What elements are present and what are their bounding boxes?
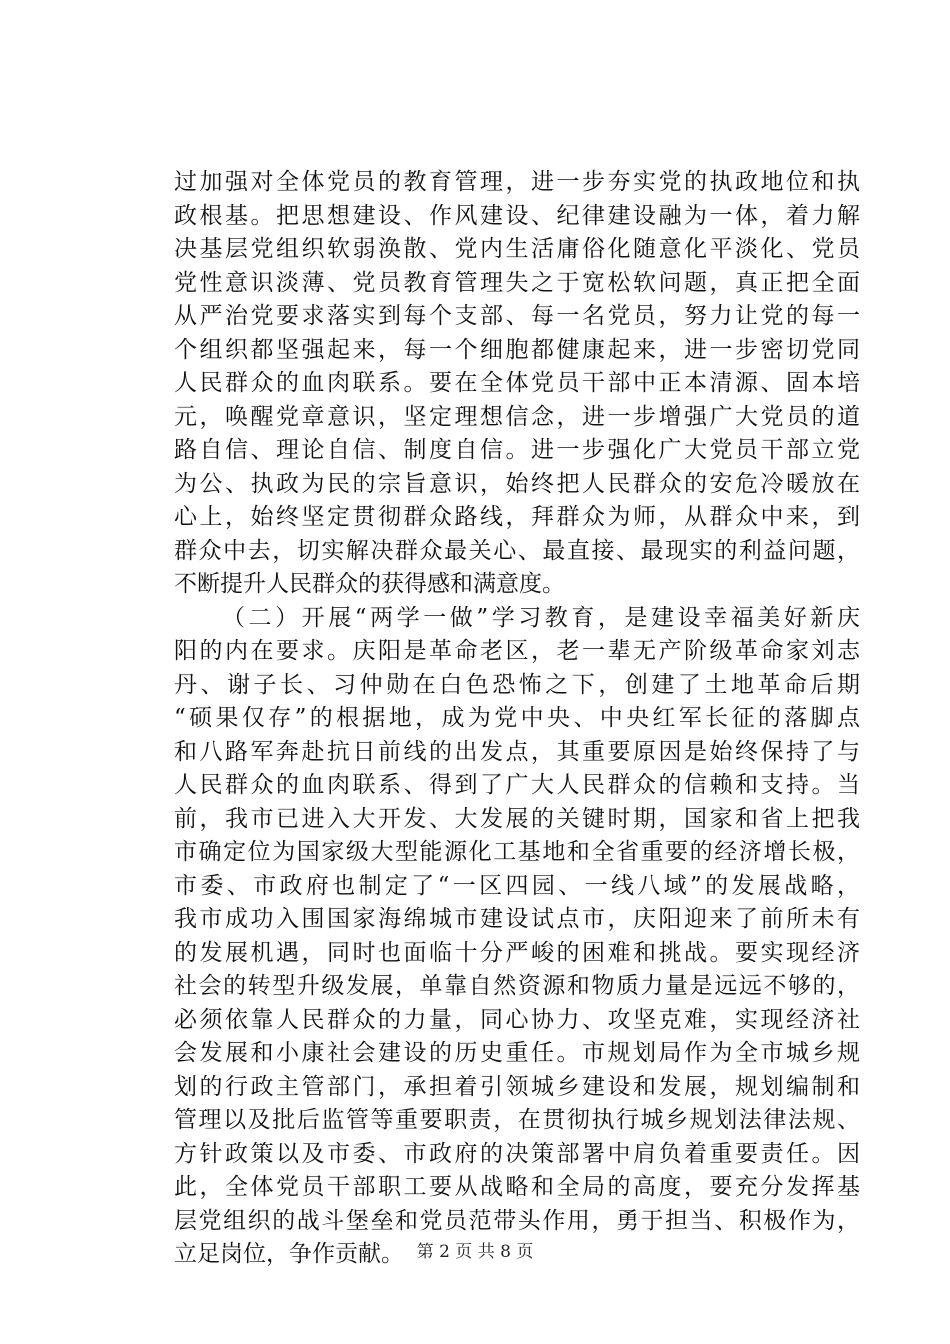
text-line: 丹、谢子长、习仲勋在白色恐怖之下，创建了土地革命后期 xyxy=(174,671,860,698)
text-line: 政根基。把思想建设、作风建设、纪律建设融为一体，着力解 xyxy=(174,202,860,229)
text-line: 从严治党要求落实到每个支部、每一名党员，努力让党的每一 xyxy=(174,303,860,329)
text-line: 划的行政主管部门，承担着引领城乡建设和发展，规划编制和 xyxy=(174,1073,860,1100)
text-line: 管理以及批后监管等重要职责，在贯彻执行城乡规划法律法规、 xyxy=(174,1107,860,1133)
text-line: 层党组织的战斗堡垒和党员范带头作用，勇于担当、积极作为， xyxy=(174,1207,860,1234)
text-line: 会发展和小康社会建设的历史重任。市规划局作为全市城乡规 xyxy=(174,1040,860,1066)
text-line: 个组织都坚强起来，每一个细胞都健康起来，进一步密切党同 xyxy=(174,336,860,363)
text-line: 方针政策以及市委、市政府的决策部署中肩负着重要责任。因 xyxy=(174,1140,860,1167)
text-line: 必须依靠人民群众的力量，同心协力、攻坚克难，实现经济社 xyxy=(174,1006,860,1033)
text-line: （二）开展“两学一做”学习教育，是建设幸福美好新庆 xyxy=(222,604,860,631)
text-line: 立足岗位，争作贡献。 xyxy=(174,1241,404,1267)
paragraph-2 xyxy=(174,602,860,1272)
text-line: 市委、市政府也制定了“一区四园、一线八域”的发展战略， xyxy=(174,872,860,899)
page-number-footer: 第 2 页 共 8 页 xyxy=(416,1242,534,1262)
text-line: 人民群众的血肉联系、得到了广大人民群众的信赖和支持。当 xyxy=(174,772,860,798)
text-line: 此，全体党员干部职工要从战略和全局的高度，要充分发挥基 xyxy=(174,1174,860,1200)
text-line: 和八路军奔赴抗日前线的出发点，其重要原因是始终保持了与 xyxy=(174,738,860,765)
text-line: 路自信、理论自信、制度自信。进一步强化广大党员干部立党 xyxy=(174,437,860,463)
paragraph-1 xyxy=(174,166,860,602)
text-line: 群众中去，切实解决群众最关心、最直接、最现实的利益问题， xyxy=(174,537,860,564)
text-line: 元，唤醒党章意识，坚定理想信念，进一步增强广大党员的道 xyxy=(174,403,860,430)
text-line: 决基层党组织软弱涣散、党内生活庸俗化随意化平淡化、党员 xyxy=(174,236,860,262)
text-line: 过加强对全体党员的教育管理，进一步夯实党的执政地位和执 xyxy=(174,169,860,195)
text-line: 前，我市已进入大开发、大发展的关键时期，国家和省上把我 xyxy=(174,805,860,832)
text-line: 阳的内在要求。庆阳是革命老区，老一辈无产阶级革命家刘志 xyxy=(174,638,860,664)
text-line: 为公、执政为民的宗旨意识，始终把人民群众的安危冷暖放在 xyxy=(174,470,860,497)
text-line: “硕果仅存”的根据地，成为党中央、中央红军长征的落脚点 xyxy=(174,705,860,731)
text-line: 我市成功入围国家海绵城市建设试点市，庆阳迎来了前所未有 xyxy=(174,906,860,932)
text-line: 的发展机遇，同时也面临十分严峻的困难和挑战。要实现经济 xyxy=(174,939,860,966)
text-line: 党性意识淡薄、党员教育管理失之于宽松软问题，真正把全面 xyxy=(174,269,860,296)
text-line: 心上，始终坚定贯彻群众路线，拜群众为师，从群众中来，到 xyxy=(174,504,860,530)
document-body xyxy=(174,166,860,1272)
text-line: 市确定位为国家级大型能源化工基地和全省重要的经济增长极， xyxy=(174,839,860,865)
text-line: 社会的转型升级发展，单靠自然资源和物质力量是远远不够的， xyxy=(174,973,860,999)
text-line: 不断提升人民群众的获得感和满意度。 xyxy=(174,571,565,597)
text-line: 人民群众的血肉联系。要在全体党员干部中正本清源、固本培 xyxy=(174,370,860,396)
